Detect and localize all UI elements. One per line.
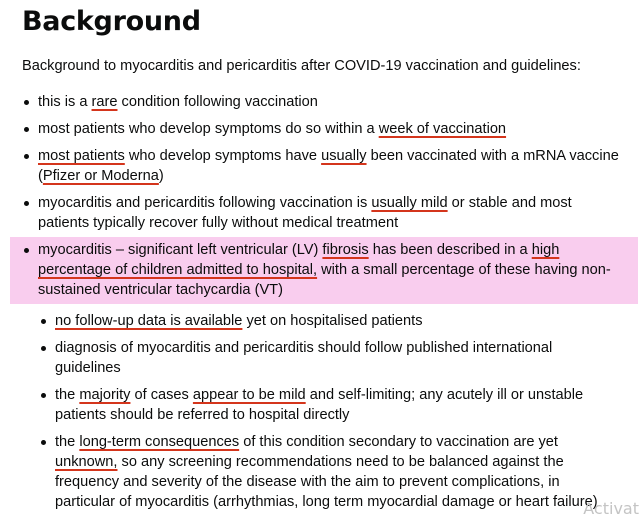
bullet-list bbox=[22, 92, 622, 512]
intro-paragraph: Background to myocarditis and pericarditis after COVID-19 vaccination and guidelines: bbox=[22, 58, 581, 74]
annotated-text: usually mild bbox=[371, 195, 448, 211]
annotated-text: unknown, bbox=[55, 454, 118, 470]
list-item: most patients who develop symptoms do so within a week of vaccination bbox=[22, 119, 622, 139]
section-heading: Background bbox=[22, 6, 201, 37]
annotated-text: fibrosis bbox=[322, 242, 369, 258]
list-item: myocarditis and pericarditis following vaccination is usually mild or stable and most patients typically recover fully without medical treatment bbox=[22, 193, 622, 233]
document-content bbox=[22, 0, 622, 519]
sub-list-item: no follow-up data is available yet on hospitalised patients bbox=[39, 311, 622, 331]
annotated-text: week of vaccination bbox=[378, 121, 507, 137]
sub-list-item: the majority of cases appear to be mild and self-limiting; any acutely ill or unstable patients should be referred to hospital directly bbox=[39, 385, 622, 425]
annotated-text: long-term consequences bbox=[79, 434, 240, 450]
annotated-text: most patients bbox=[38, 148, 125, 164]
annotated-text: Pfizer or Moderna bbox=[42, 168, 159, 184]
annotated-text: high percentage of children admitted to hospital, bbox=[38, 242, 560, 278]
annotated-text: no follow-up data is available bbox=[55, 313, 243, 329]
annotated-text: appear to be mild bbox=[192, 387, 306, 403]
activation-watermark: Activat bbox=[583, 499, 639, 518]
annotated-text: majority bbox=[79, 387, 131, 403]
annotated-text: rare bbox=[91, 94, 118, 110]
list-item: most patients who develop symptoms have usually been vaccinated with a mRNA vaccine (Pfizer or Moderna) bbox=[22, 146, 622, 186]
annotated-text: usually bbox=[321, 148, 367, 164]
highlighted-list-item: myocarditis – significant left ventricular (LV) fibrosis has been described in a high percentage of children admitted to hospital, with a small percentage of these having non-sustained ventricular tachycardia (VT) bbox=[10, 237, 638, 304]
sub-list-item: diagnosis of myocarditis and pericarditis should follow published international guidelines bbox=[39, 338, 622, 378]
sub-list-item: the long-term consequences of this condition secondary to vaccination are yet unknown, so any screening recommendations need to be balanced against the frequency and severity of the disease with the aim to prevent complications, in particular of myocarditis (arrhythmias, long term myocardial damage or heart failure) bbox=[39, 432, 622, 512]
list-item: this is a rare condition following vaccination bbox=[22, 92, 622, 112]
